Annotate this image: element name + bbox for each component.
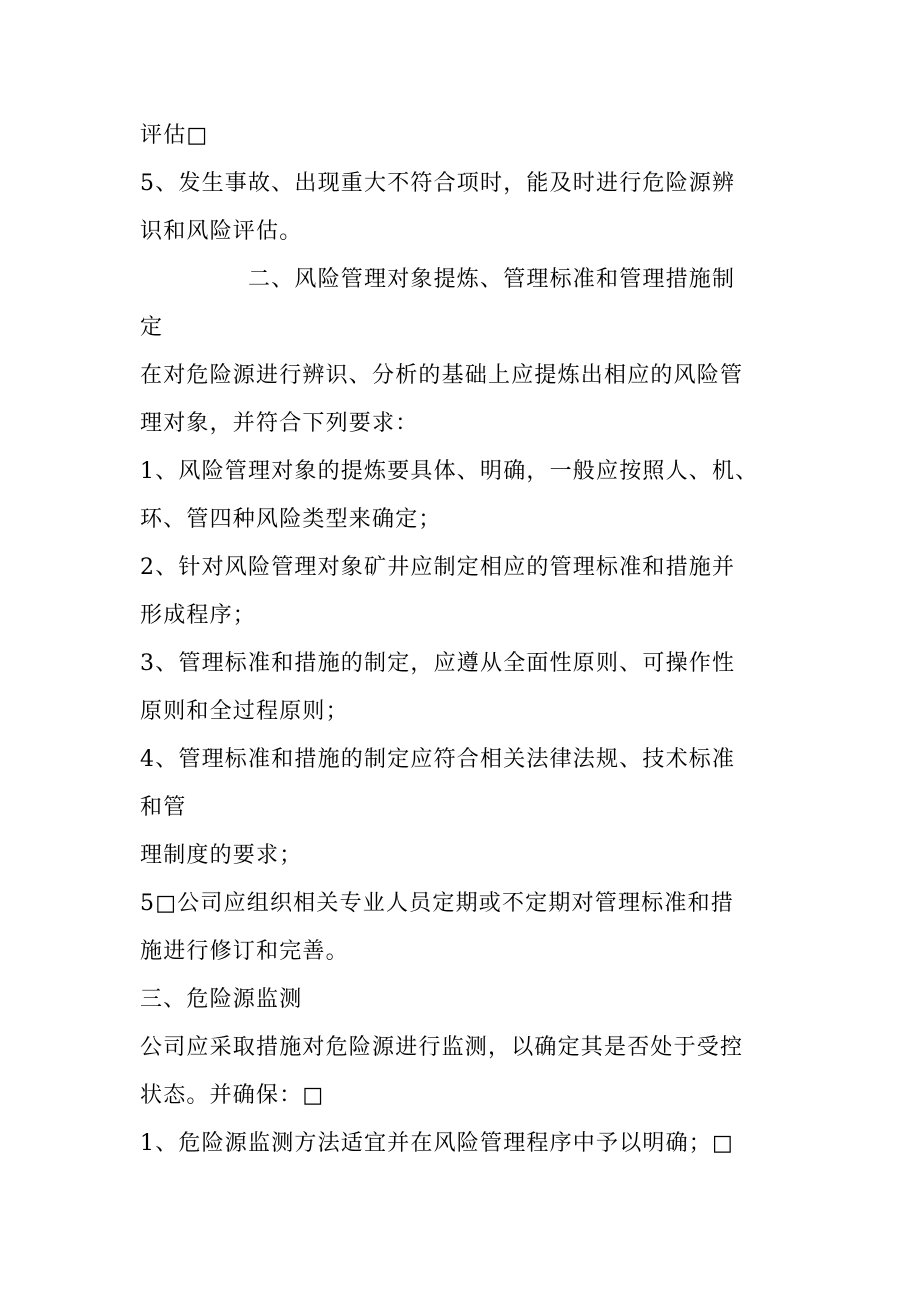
text-line-2: 5、发生事故、出现重大不符合项时，能及时进行危险源辨 (140, 171, 736, 196)
text-line-21: 状态。并确保：□ (140, 1083, 325, 1108)
text-line-13: 原则和全过程原则； (140, 699, 349, 724)
text-line-18: 施进行修订和完善。 (140, 939, 349, 964)
text-line-7: 理对象，并符合下列要求： (140, 411, 419, 436)
text-line-1: 评估□ (140, 123, 209, 148)
text-line-14: 4、管理标准和措施的制定应符合相关法律法规、技术标准 (140, 747, 736, 772)
text-line-3: 识和风险评估。 (140, 219, 303, 244)
text-line-16: 理制度的要求； (140, 843, 303, 868)
text-line-22: 1、危险源监测方法适宜并在风险管理程序中予以明确；□ (140, 1131, 734, 1156)
section-heading-2: 二、风险管理对象提炼、管理标准和管理措施制 (248, 267, 736, 292)
section-heading-3: 三、危险源监测 (140, 987, 303, 1012)
text-line-17: 5□公司应组织相关专业人员定期或不定期对管理标准和措 (140, 891, 734, 916)
text-line-5: 定 (140, 315, 164, 340)
text-line-12: 3、管理标准和措施的制定，应遵从全面性原则、可操作性 (140, 651, 736, 676)
text-line-11: 形成程序； (140, 603, 257, 628)
text-line-8: 1、风险管理对象的提炼要具体、明确，一般应按照人、机、 (140, 459, 759, 484)
text-line-15: 和管 (140, 795, 187, 820)
text-line-10: 2、针对风险管理对象矿井应制定相应的管理标准和措施并 (140, 555, 736, 580)
text-line-9: 环、管四种风险类型来确定； (140, 507, 442, 532)
text-line-6: 在对危险源进行辨识、分析的基础上应提炼出相应的风险管 (140, 363, 744, 388)
text-line-20: 公司应采取措施对危险源进行监测，以确定其是否处于受控 (140, 1035, 744, 1060)
